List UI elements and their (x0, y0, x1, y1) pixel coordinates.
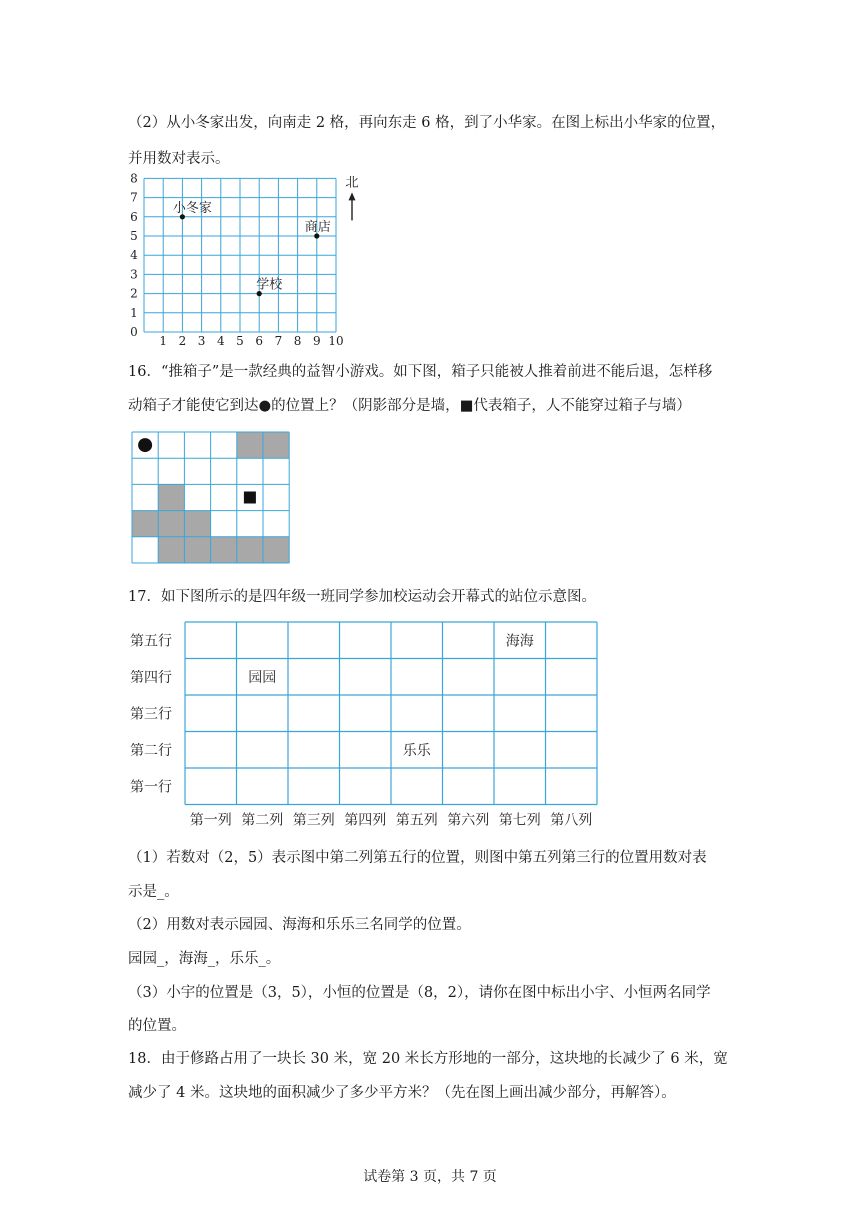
q17-intro-text: 17．如下图所示的是四年级一班同学参加校运动会开幕式的站位示意图。 (128, 589, 596, 605)
wall-cell (158, 537, 184, 563)
student-name: 园园 (248, 669, 277, 686)
wall-cell (237, 537, 263, 563)
q15-2-text-line2: 并用数对表示。 (128, 151, 230, 167)
q16-text-line1: 16．“推箱子”是一款经典的益智小游戏。如下图，箱子只能被人推着前进不能后退，怎样移 (128, 364, 713, 380)
q17-1-text-line2: 示是_。 (128, 884, 179, 900)
wall-cell (184, 511, 210, 537)
grid-map-x-tick: 7 (274, 334, 283, 348)
grid-map-point-label: 小冬家 (172, 200, 212, 216)
grid-map-x-tick: 5 (236, 334, 244, 348)
wall-cell (263, 432, 289, 458)
column-label: 第七列 (498, 812, 541, 829)
grid-map-x-tick: 4 (216, 334, 225, 348)
wall-cell (158, 484, 184, 510)
q15-2-text-line1: （2）从小冬家出发，向南走 2 格，再向东走 6 格，到了小华家。在图上标出小华家的位置， (128, 115, 726, 131)
grid-map-point-label: 学校 (256, 277, 283, 293)
column-label: 第四列 (344, 812, 387, 829)
target-dot-icon (138, 438, 152, 452)
column-label: 第二列 (241, 812, 284, 829)
grid-map-y-tick: 7 (130, 190, 138, 205)
wall-cell (237, 432, 263, 458)
grid-map-x-tick: 1 (159, 334, 168, 348)
push-box-figure (130, 430, 294, 570)
q17-2-text-line1: （2）用数对表示园园、海海和乐乐三名同学的位置。 (128, 917, 471, 933)
grid-map-x-tick: 2 (178, 334, 187, 348)
grid-map-y-tick: 3 (130, 267, 138, 282)
seat-chart-figure (128, 618, 608, 828)
grid-map-point-label: 商店 (304, 220, 331, 235)
wall-cell (184, 537, 210, 563)
grid-map-y-tick: 5 (130, 229, 138, 243)
grid-map-y-tick: 4 (130, 248, 138, 263)
grid-map-y-tick: 6 (130, 209, 138, 224)
grid-map-x-tick: 9 (312, 334, 321, 348)
row-label: 第三行 (130, 706, 172, 723)
grid-map-x-tick: 3 (197, 334, 206, 348)
column-label: 第五列 (395, 812, 438, 829)
column-label: 第一列 (189, 812, 232, 829)
grid-map-y-tick: 0 (130, 325, 138, 339)
grid-map-y-tick: 1 (130, 305, 138, 320)
north-label: 北 (345, 175, 359, 191)
q16-text-line2: 动箱子才能使它到达●的位置上？（阴影部分是墙，■代表箱子，人不能穿过箱子与墙） (128, 398, 691, 414)
wall-cell (158, 511, 184, 537)
grid-map-y-tick: 8 (130, 171, 138, 186)
row-label: 第四行 (130, 669, 172, 686)
north-arrowhead-icon (349, 192, 356, 200)
q18-text-line2: 减少了 4 米。这块地的面积减少了多少平方米？（先在图上画出减少部分，再解答）。 (128, 1085, 676, 1101)
wall-cell (132, 511, 158, 537)
page-footer: 试卷第 3 页，共 7 页 (363, 1169, 497, 1185)
student-name: 海海 (505, 633, 534, 650)
wall-cell (263, 537, 289, 563)
grid-map-x-tick: 10 (328, 334, 344, 348)
q17-3-text-line2: 的位置。 (128, 1018, 186, 1034)
column-label: 第三列 (292, 812, 335, 829)
wall-cell (211, 537, 237, 563)
column-label: 第八列 (550, 812, 593, 829)
column-label: 第六列 (447, 812, 490, 829)
grid-map-x-tick: 8 (293, 334, 302, 348)
student-name: 乐乐 (402, 742, 431, 759)
q17-3-text-line1: （3）小宇的位置是（3，5），小恒的位置是（8，2），请你在图中标出小宇、小恒两名同学 (128, 985, 711, 1001)
q17-1-text-line1: （1）若数对（2，5）表示图中第二列第五行的位置，则图中第五列第三行的位置用数对表 (128, 850, 707, 866)
grid-map-figure (118, 171, 498, 348)
row-label: 第二行 (130, 742, 172, 759)
box-square-icon (244, 492, 256, 504)
q17-2-text-line2: 园园_，海海_，乐乐_。 (128, 951, 281, 967)
row-label: 第一行 (130, 779, 172, 796)
q18-text-line1: 18．由于修路占用了一块长 30 米，宽 20 米长方形地的一部分，这块地的长减少了 6 米，宽 (128, 1051, 728, 1067)
grid-map-x-tick: 6 (255, 334, 264, 348)
row-label: 第五行 (130, 633, 172, 650)
grid-map-y-tick: 2 (130, 286, 138, 301)
